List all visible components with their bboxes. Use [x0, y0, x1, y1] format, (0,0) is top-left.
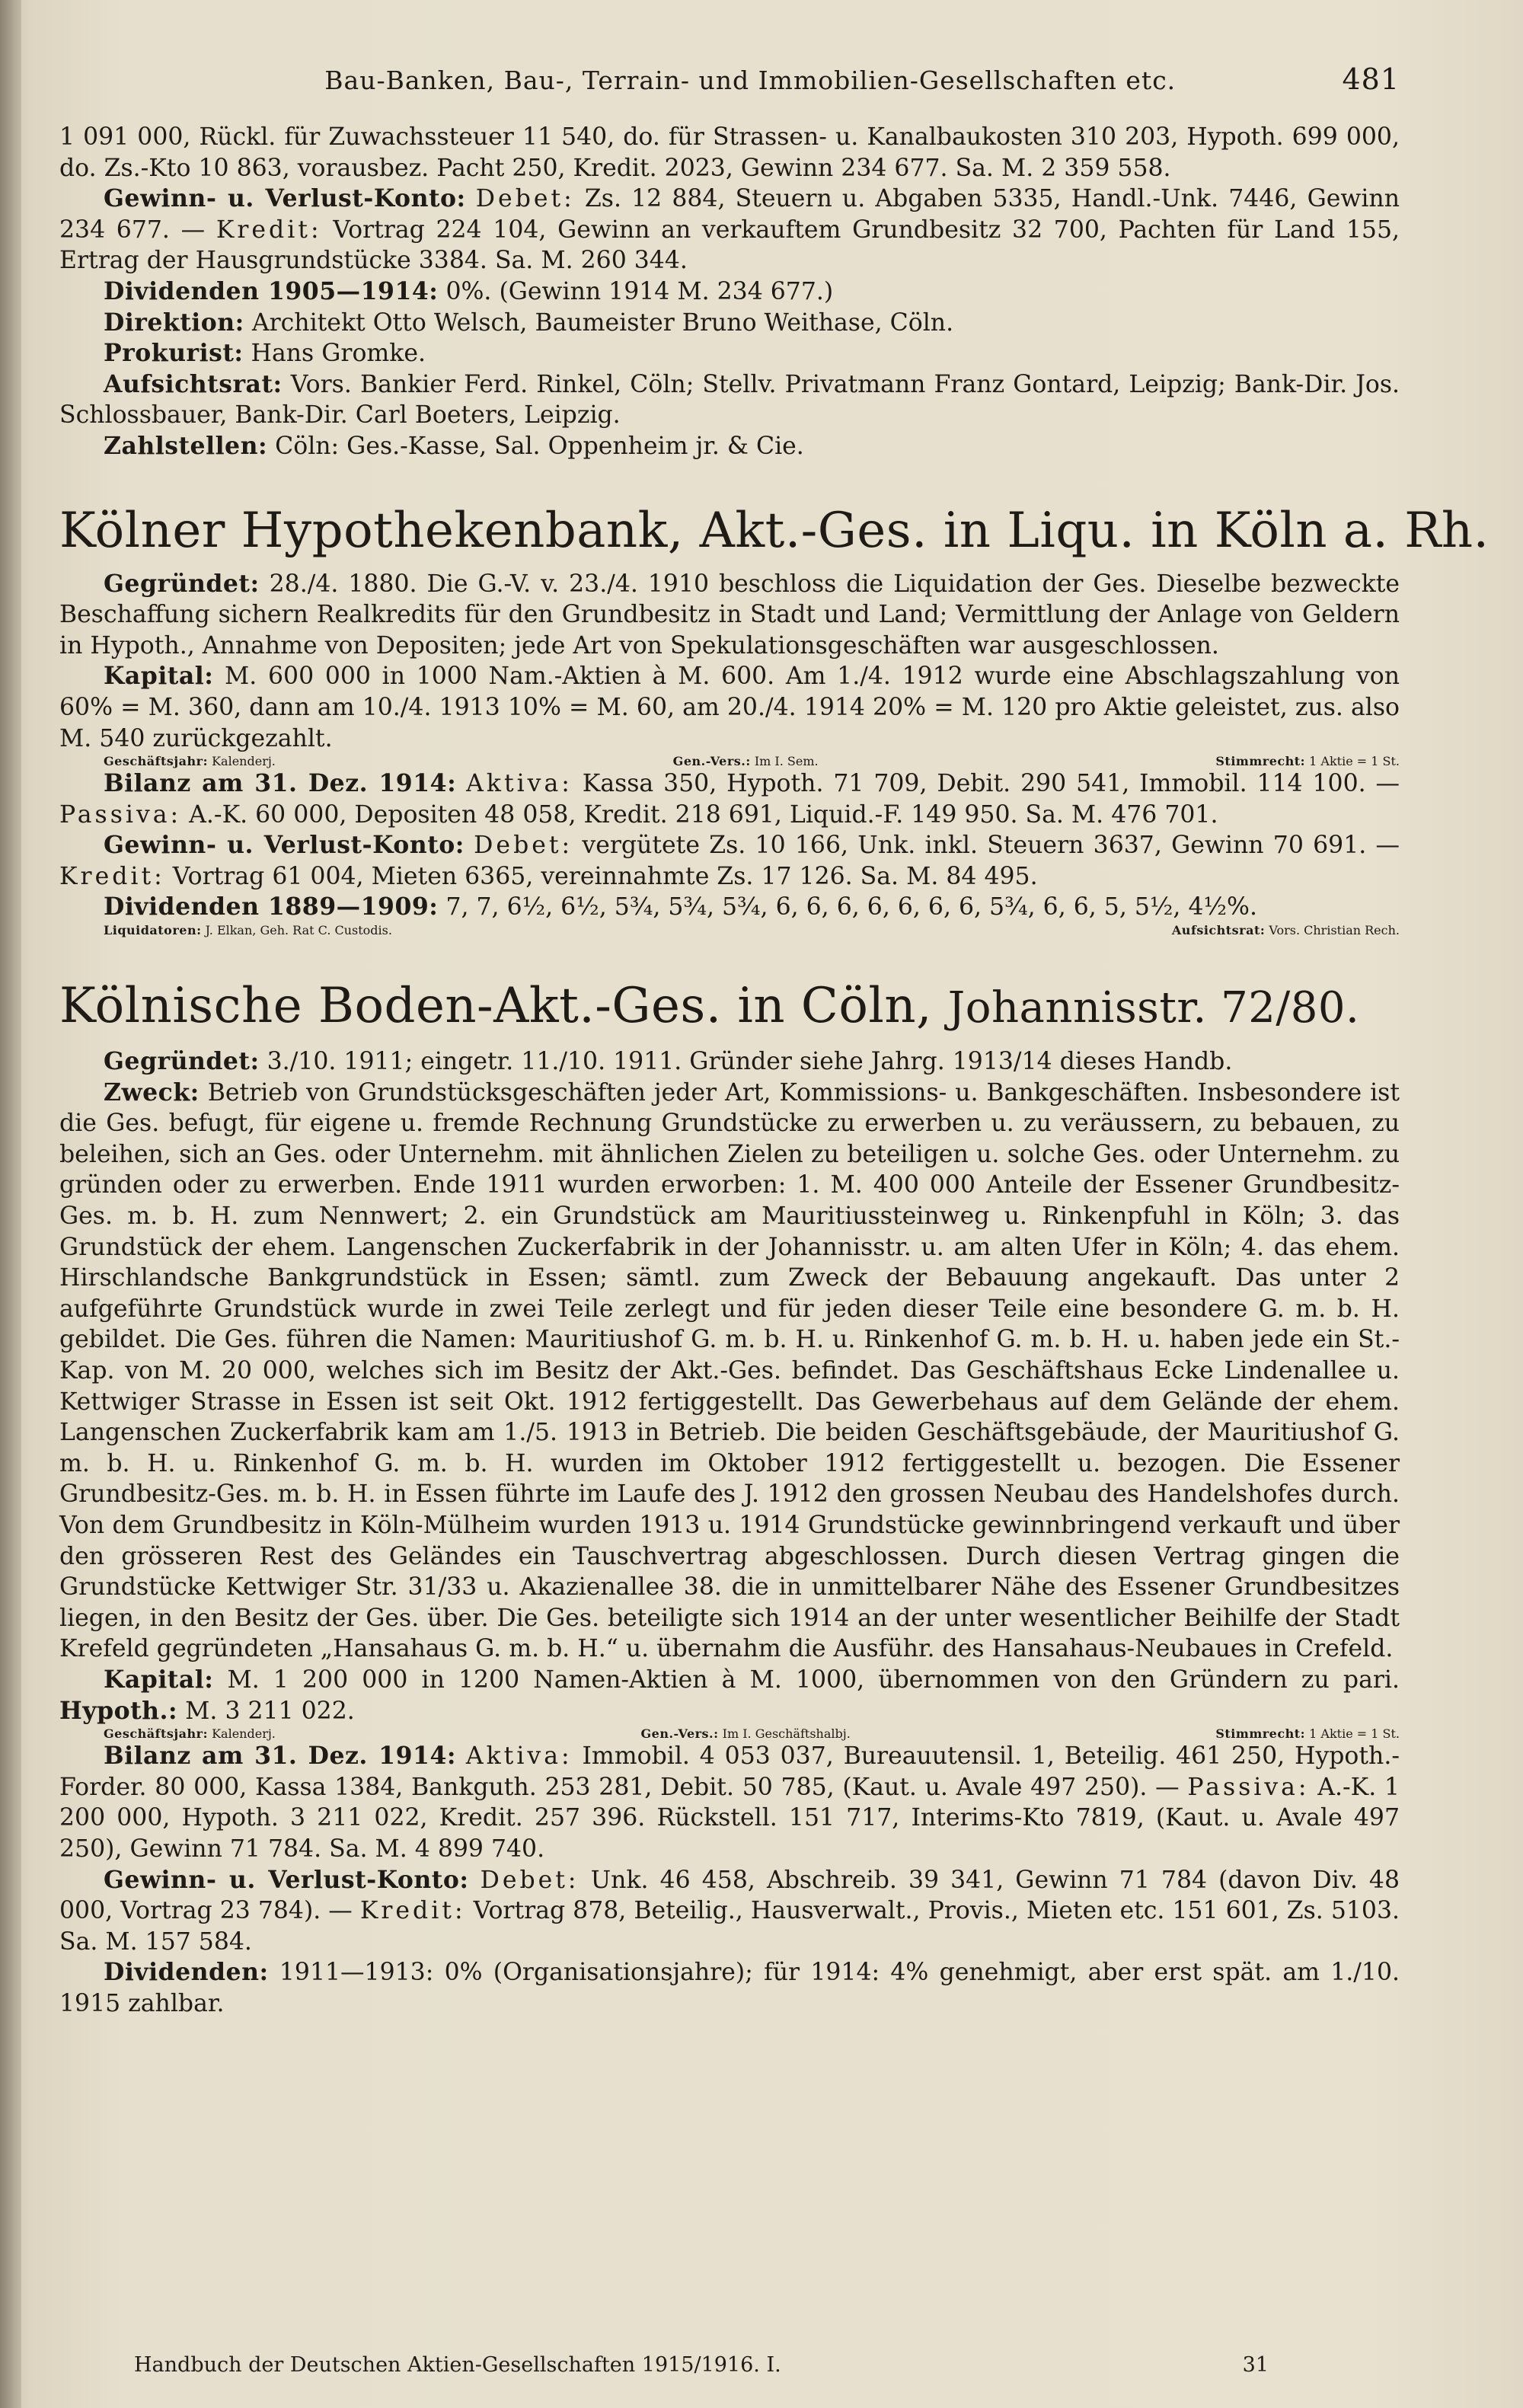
geschaeftsjahr-row	[59, 754, 1400, 768]
guv-paragraph: Gewinn- u. Verlust-Konto: Debet: vergütete Zs. 10 166, Unk. inkl. Steuern 3637, Gewinn 70 691. — Kredit: Vortrag 61 004, Mieten 6365, vereinnahmte Zs. 17 126. Sa. M. 84 495.	[59, 831, 1400, 890]
bilanz-paragraph: Bilanz am 31. Dez. 1914: Aktiva: Immobil. 4 053 037, Bureauutensil. 1, Beteilig. 461 250, Hypoth.-Forder. 80 000, Kassa 1384, Bankguth. 253 281, Debit. 50 785, (Kaut. u. Avale 497 250). — Passiva: A.-K. 1 200 000, Hypoth. 3 211 022, Kredit. 257 396. Rückstell. 151 717, Interims-Kto 7819, (Kaut. u. Avale 497 250), Gewinn 71 784. Sa. M. 4 899 740.	[59, 1742, 1400, 1863]
kapital-paragraph: Kapital: M. 600 000 in 1000 Nam.-Aktien à M. 600. Am 1./4. 1912 wurde eine Abschlagszahlung von 60% = M. 360, dann am 10./4. 1913 10% = M. 60, am 20./4. 1914 20% = M. 120 pro Aktie geleistet, zus. also M. 540 zurückgezahlt.	[59, 662, 1400, 752]
guv-paragraph: Gewinn- u. Verlust-Konto: Debet: Zs. 12 884, Steuern u. Abgaben 5335, Handl.-Unk. 7446, Gewinn 234 677. — Kredit: Vortrag 224 104, Gewinn an verkauftem Grundbesitz 32 700, Pachten für Land 155, Ertrag der Hausgrundstücke 3384. Sa. M. 260 344.	[59, 184, 1400, 275]
section-koelner-hypothekenbank	[59, 500, 1489, 938]
zweck-paragraph: Zweck: Betrieb von Grundstücksgeschäften jeder Art, Kommissions- u. Bankgeschäften. Insbesondere ist die Ges. befugt, für eigene u. fremde Rechnung Grundstücke zu erwerben u. zu veräussern, zu bebauen, zu beleihen, sich an Ges. oder Unternehm. mit ähnlichen Zielen zu beteiligen u. solche Ges. oder Unternehm. zu gründen oder zu erwerben. Ende 1911 wurden erworben: 1. M. 400 000 Anteile der Essener Grundbesitz-Ges. m. b. H. zum Nennwert; 2. ein Grundstück am Mauritiussteinweg u. Rinkenpfuhl in Köln; 3. das Grundstück der ehem. Langenschen Zuckerfabrik in der Johannisstr. u. am alten Ufer in Köln; 4. das ehem. Hirschlandsche Bankgrundstück in Essen; sämtl. zum Zweck der Bebauung angekauft. Das unter 2 aufgeführte Grundstück wurde in zwei Teile zerlegt und für jeden dieser Teile eine besondere G. m. b. H. gebildet. Die Ges. führen die Namen: Mauritiushof G. m. b. H. u. Rinkenhof G. m. b. H. u. haben jede ein St.-Kap. von M. 20 000, welches sich im Besitz der Akt.-Ges. befindet. Das Geschäftshaus Ecke Lindenallee u. Kettwiger Strasse in Essen ist seit Okt. 1912 fertiggestellt. Das Gewerbehaus auf dem Gelände der ehem. Langenschen Zuckerfabrik kam am 1./5. 1913 in Betrieb. Die beiden Geschäftsgebäude, der Mauritiushof G. m. b. H. u. Rinkenhof G. m. b. H. wurden im Oktober 1912 fertiggestellt u. bezogen. Die Essener Grundbesitz-Ges. m. b. H. in Essen führte im Laufe des J. 1912 den grossen Neubau des Handelshofes durch. Von dem Grundbesitz in Köln-Mülheim wurden 1913 u. 1914 Grundstücke gewinnbringend verkauft und über den grösseren Rest des Geländes ein Tauschvertrag abgeschlossen. Durch diesen Vertrag gingen die Grundstücke Kettwiger Str. 31/33 u. Akazienallee 38. die in unmittelbarer Nähe des Essener Grundbesitzes liegen, in den Besitz der Ges. über. Die Ges. beteiligte sich 1914 an der unter wesentlicher Beihilfe der Stadt Krefeld gegründeten „Hansahaus G. m. b. H.“ u. übernahm die Ausführ. des Hansahaus-Neubaues in Crefeld.	[59, 1078, 1400, 1663]
aufsichtsrat: Aufsichtsrat: Vors. Christian Rech.	[1171, 923, 1400, 938]
bilanz-paragraph: Bilanz am 31. Dez. 1914: Aktiva: Kassa 350, Hypoth. 71 709, Debit. 290 541, Immobil. 114 100. — Passiva: A.-K. 60 000, Depositen 48 058, Kredit. 218 691, Liquid.-F. 149 950. Sa. M. 476 701.	[59, 769, 1400, 829]
dividenden-paragraph: Dividenden: 1911—1913: 0% (Organisationsjahre); für 1914: 4% genehmigt, aber erst spät. am 1./10. 1915 zahlbar.	[59, 1958, 1400, 2017]
zahlstellen-paragraph: Zahlstellen: Cöln: Ges.-Kasse, Sal. Oppenheim jr. & Cie.	[104, 431, 804, 460]
section-continued-entry	[59, 122, 1400, 462]
guv-paragraph: Gewinn- u. Verlust-Konto: Debet: Unk. 46 458, Abschreib. 39 341, Gewinn 71 784 (davon Div. 48 000, Vortrag 23 784). — Kredit: Vortrag 878, Beteilig., Hausverwalt., Provis., Mieten etc. 151 601, Zs. 5103. Sa. M. 157 584.	[59, 1865, 1400, 1956]
dividenden-paragraph: Dividenden 1889—1909: 7, 7, 6½, 6½, 5¾, 5¾, 5¾, 6, 6, 6, 6, 6, 6, 6, 5¾, 6, 6, 5, 5½, 4½%.	[104, 893, 1257, 921]
kapital-paragraph: Kapital: M. 1 200 000 in 1200 Namen-Aktien à M. 1000, übernommen von den Gründern zu pari. Hypoth.: M. 3 211 022.	[59, 1665, 1400, 1725]
aufsichtsrat-paragraph: Aufsichtsrat: Vors. Bankier Ferd. Rinkel, Cöln; Stellv. Privatmann Franz Gontard, Leipzig; Bank-Dir. Jos. Schlossbauer, Bank-Dir. Carl Boeters, Leipzig.	[59, 369, 1400, 430]
stimmrecht: Stimmrecht: 1 Aktie = 1 St.	[1215, 754, 1400, 769]
geschaeftsjahr-row	[59, 1726, 1400, 1741]
dividenden-paragraph: Dividenden 1905—1914: 0%. (Gewinn 1914 M. 234 677.)	[104, 276, 834, 305]
page-number: 481	[1342, 62, 1400, 96]
page-content	[59, 62, 1489, 2019]
running-head-title: Bau-Banken, Bau-, Terrain- und Immobilien-Gesellschaften etc.	[324, 65, 1177, 95]
book-spine-shadow	[0, 0, 21, 2408]
liquidatoren: Liquidatoren: J. Elkan, Geh. Rat C. Custodis.	[104, 923, 392, 938]
gegruendet-paragraph: Gegründet: 3./10. 1911; eingetr. 11./10. 1911. Gründer siehe Jahrg. 1913/14 dieses Handb.	[104, 1047, 1233, 1076]
liquidatoren-row	[59, 923, 1400, 937]
footer-signature: 31	[1242, 2353, 1269, 2377]
direktion-paragraph: Direktion: Architekt Otto Welsch, Baumeister Bruno Weithase, Cöln.	[104, 308, 954, 337]
company-heading: Kölner Hypothekenbank, Akt.-Ges. in Liqu. in Köln a. Rh.	[59, 502, 1489, 559]
geschaeftsjahr: Geschäftsjahr: Kalenderj.	[104, 1726, 276, 1742]
bilanz-continuation: 1 091 000, Rückl. für Zuwachssteuer 11 540, do. für Strassen- u. Kanalbaukosten 310 203, Hypoth. 699 000, do. Zs.-Kto 10 863, vorausbez. Pacht 250, Kredit. 2023, Gewinn 234 677. Sa. M. 2 359 558.	[59, 123, 1400, 182]
gen-vers: Gen.-Vers.: Im I. Sem.	[672, 754, 819, 769]
company-heading: Kölnische Boden-Akt.-Ges. in Cöln, Johannisstr. 72/80.	[59, 978, 1360, 1035]
geschaeftsjahr: Geschäftsjahr: Kalenderj.	[104, 754, 276, 769]
gen-vers: Gen.-Vers.: Im I. Geschäftshalbj.	[640, 1726, 851, 1742]
gegruendet-paragraph: Gegründet: 28./4. 1880. Die G.-V. v. 23./4. 1910 beschloss die Liquidation der Ges. Dieselbe bezweckte Beschaffung sichern Realkredits für den Grundbesitz in Stadt und Land; Vermittlung der Anlage von Geldern in Hypoth., Annahme von Depositen; jede Art von Spekulationsgeschäften war ausgeschlossen.	[59, 569, 1400, 659]
footer-source: Handbuch der Deutschen Aktien-Gesellschaften 1915/1916. I.	[134, 2353, 781, 2377]
running-head	[59, 62, 1400, 96]
section-koelnische-boden	[59, 976, 1400, 2019]
prokurist-paragraph: Prokurist: Hans Gromke.	[104, 339, 426, 368]
page-footer	[134, 2353, 1269, 2377]
stimmrecht: Stimmrecht: 1 Aktie = 1 St.	[1215, 1726, 1400, 1742]
